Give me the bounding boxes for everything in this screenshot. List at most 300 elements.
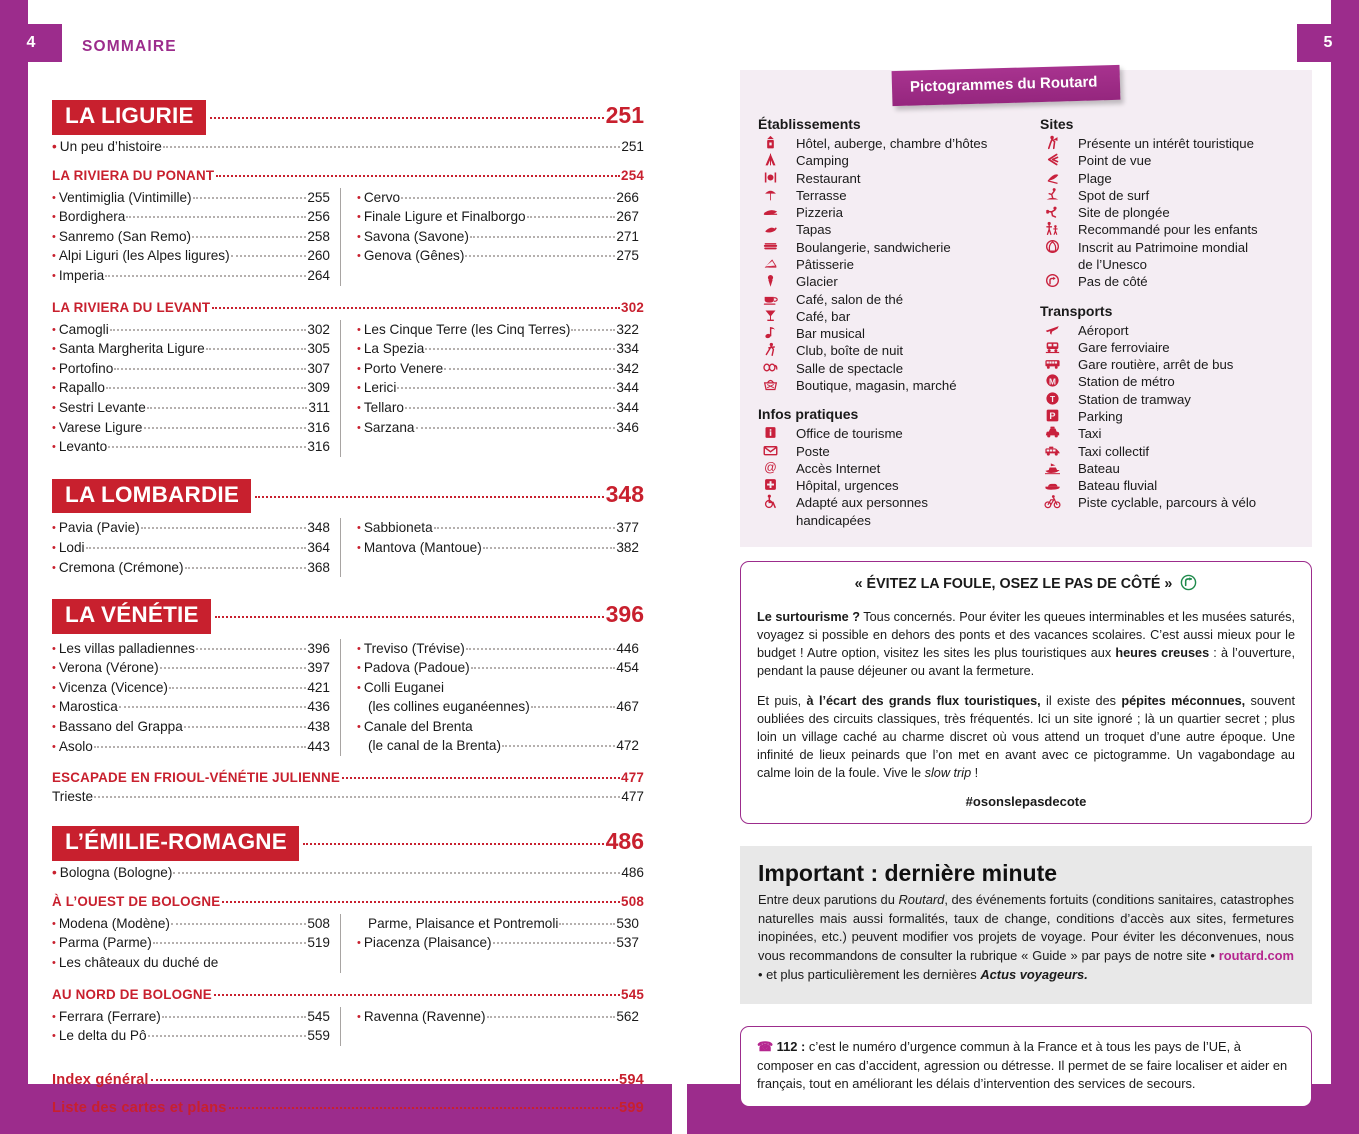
toc-column-right <box>340 1007 639 1046</box>
toc-entry[interactable] <box>357 207 639 227</box>
toc-entry[interactable] <box>357 518 639 538</box>
bullet-icon: • <box>52 269 56 282</box>
pictogram-label-line1: Station de tramway <box>1078 391 1191 407</box>
toc-subheading-label: LA RIVIERA DU LEVANT <box>52 299 211 315</box>
emergency-number-box <box>740 1026 1312 1107</box>
dot-leader <box>397 387 615 389</box>
toc-column-right <box>340 188 639 286</box>
pictogram-row <box>758 325 1026 342</box>
toc-entry[interactable] <box>52 437 330 457</box>
toc-entry[interactable] <box>357 227 639 247</box>
emergency-paragraph <box>757 1038 1297 1094</box>
toc-entry[interactable] <box>357 398 639 418</box>
pictogram-row <box>1040 425 1290 442</box>
dot-leader <box>147 407 308 409</box>
telephone-icon: ☎ <box>757 1039 774 1055</box>
toc-entry[interactable] <box>357 188 639 208</box>
bullet-icon: • <box>357 362 361 375</box>
toc-entry-page: 446 <box>616 640 639 656</box>
dot-leader <box>444 368 615 370</box>
pictogram-label-line1: Tapas <box>796 222 832 238</box>
pictogram-label-line1: Pizzeria <box>796 205 843 221</box>
pictogram-row <box>758 308 1026 325</box>
toc-entry[interactable] <box>357 639 639 659</box>
toc-entry[interactable] <box>52 227 330 247</box>
toc-footer-entry[interactable] <box>52 1072 644 1088</box>
dot-leader <box>110 329 307 331</box>
toc-entry-page: 342 <box>616 360 639 376</box>
pictogram-row <box>758 360 1026 377</box>
pictogram-row <box>1040 239 1290 274</box>
toc-entry[interactable] <box>357 246 639 266</box>
dot-leader <box>214 994 620 996</box>
pictogram-label <box>796 204 843 221</box>
toc-entry[interactable] <box>357 678 639 698</box>
pictogram-row <box>1040 273 1290 290</box>
dot-leader <box>144 427 307 429</box>
svg-text:P: P <box>1049 411 1056 422</box>
train-icon <box>1040 339 1078 354</box>
dot-leader <box>531 706 616 708</box>
toc-section-band[interactable] <box>52 826 644 861</box>
toc-entry[interactable] <box>357 538 639 558</box>
toc-entry[interactable] <box>52 246 330 266</box>
dot-leader <box>173 872 620 874</box>
pictogram-label <box>796 221 831 238</box>
bullet-icon: • <box>357 323 361 336</box>
pictogram-label-line1: Boutique, magasin, marché <box>796 377 957 393</box>
toc-entry[interactable] <box>52 378 330 398</box>
toc-entry[interactable] <box>357 914 639 933</box>
crowd-text-2c: il existe des <box>1040 694 1122 709</box>
hotel-icon <box>758 135 796 150</box>
pictogram-row <box>1040 322 1290 339</box>
dot-leader <box>162 1016 306 1018</box>
toc-entry[interactable] <box>357 658 639 678</box>
pictogram-row <box>1040 443 1290 460</box>
toc-entry[interactable] <box>52 933 330 953</box>
toc-section-title: LA LOMBARDIE <box>52 479 251 514</box>
viewpoint-icon <box>1040 152 1078 167</box>
dot-leader <box>126 216 306 218</box>
toc-entry-label: (les collines euganéennes) <box>368 699 530 715</box>
dot-leader <box>108 446 306 448</box>
pictogram-label-line1: Inscrit au Patrimoine mondial <box>1078 239 1249 255</box>
pictogram-label <box>796 460 880 477</box>
toc-entry-label: Canale del Brenta <box>363 718 473 734</box>
pictogram-row <box>758 256 1026 273</box>
toc-entry-page: 258 <box>307 228 330 244</box>
bullet-icon: • <box>52 561 56 574</box>
crowd-text-1c: : à l’ouverture, pendant la pause déjeuner ou avant la fermeture. <box>757 645 1295 678</box>
toc-entry-label: Un peu d’histoire <box>59 138 162 154</box>
pictogram-label <box>796 256 854 273</box>
toc-entry-page: 530 <box>616 915 639 931</box>
folio-right-page: 5 <box>1297 24 1359 62</box>
toc-entry[interactable] <box>357 717 639 737</box>
dot-leader <box>215 616 604 618</box>
crowd-text-2e: souvent oubliées des circuits classiques, très fréquentés. Ici un site ignoré ; là un quartier secret ; plus loin un village caché au charme discret où vous attend un troquet d’une autre époque. Une infinité de lieux peinards que l’on met en avant avec ce pictogramme. Un vagabondage au calme loin de la foule. Vive le <box>757 694 1295 781</box>
pictogram-label <box>1078 443 1149 460</box>
toc-entry-page: 443 <box>307 738 330 754</box>
toc-entry-label: Ferrara (Ferrare) <box>58 1008 161 1024</box>
toc-section-title: LA VÉNÉTIE <box>52 599 211 634</box>
toc-section-page: 251 <box>605 102 644 128</box>
toc-entry[interactable] <box>52 398 330 418</box>
pictogram-label-line1: Boulangerie, sandwicherie <box>796 239 951 255</box>
toc-footer-page: 599 <box>619 1099 644 1116</box>
toc-entry[interactable] <box>357 378 639 398</box>
routard-website-link[interactable]: routard.com <box>1218 947 1294 963</box>
pictogram-label-line1: Café, bar <box>796 308 851 324</box>
toc-column-right <box>340 320 639 457</box>
pictograms-ribbon-title: Pictogrammes du Routard <box>892 65 1120 106</box>
pictogram-label-line1: Spot de surf <box>1078 187 1150 203</box>
toc-entry-label: Genova (Gênes) <box>363 248 465 264</box>
toc-entry-label: Les villas palladiennes <box>58 640 195 656</box>
toc-column-right <box>340 518 639 577</box>
dancer-icon <box>758 342 796 357</box>
bullet-icon: • <box>52 230 56 243</box>
toc-section-page: 348 <box>605 480 644 507</box>
toc-entry[interactable] <box>52 558 330 578</box>
bullet-icon: • <box>52 211 56 224</box>
crowd-text-1a: Tous concernés. Pour éviter les queues interminables et les musées saturés, voyagez si possible en dehors des ponts et des vacances scolaires. C’est aussi mieux pour le budget ! Autre option, visitez les sites les plus touristiques aux <box>757 609 1296 660</box>
pictogram-label-line1: Hôpital, urgences <box>796 478 899 494</box>
pictogram-label <box>1078 494 1256 511</box>
pictogram-label <box>796 152 849 169</box>
toc-column-left <box>52 1007 330 1046</box>
toc-footer-label: Liste des cartes et plans <box>52 1099 227 1116</box>
toc-entry-label: Lerici <box>363 380 397 396</box>
dot-leader <box>169 687 306 689</box>
pictogram-row <box>758 460 1026 477</box>
bullet-icon: • <box>52 864 57 880</box>
avoid-crowds-paragraph-2 <box>757 692 1295 782</box>
bullet-icon: • <box>52 541 56 554</box>
pictogram-label <box>796 170 861 187</box>
shopping-basket-icon <box>758 377 796 392</box>
pictograms-column-left <box>758 116 1026 529</box>
toc-column-left <box>52 914 330 973</box>
pas-de-cote-icon <box>1180 574 1197 595</box>
bullet-icon: • <box>52 343 56 356</box>
toc-entry-label: Imperia <box>58 267 105 283</box>
dot-leader <box>571 329 615 331</box>
unesco-icon <box>1040 239 1078 254</box>
bullet-icon: • <box>52 917 56 930</box>
toc-entry[interactable] <box>357 320 639 340</box>
pictogram-label-line1: Salle de spectacle <box>796 360 904 376</box>
bullet-icon: • <box>52 401 56 414</box>
toc-entry[interactable] <box>52 266 330 286</box>
pictogram-label <box>796 308 850 325</box>
bullet-icon: • <box>357 191 361 204</box>
toc-entry[interactable] <box>52 339 330 359</box>
dot-leader <box>206 348 307 350</box>
toc-entry[interactable] <box>52 953 330 973</box>
toc-entry-page: 311 <box>308 399 330 415</box>
toc-entry-label: Vicenza (Vicence) <box>58 679 168 695</box>
toc-entry[interactable] <box>52 418 330 438</box>
bullet-icon: • <box>52 701 56 714</box>
toc-entry[interactable] <box>52 538 330 558</box>
toc-entry-page: 316 <box>307 419 330 435</box>
pizza-slice-icon <box>758 204 796 219</box>
pictogram-row <box>758 494 1026 529</box>
beach-parasol-icon <box>1040 170 1078 185</box>
toc-subheading[interactable] <box>52 987 644 1002</box>
toc-entry-page: 307 <box>307 360 330 376</box>
toc-entry-page: 486 <box>621 864 644 880</box>
toc-entry-label: Asolo <box>58 738 93 754</box>
dot-leader <box>222 901 620 903</box>
toc-entry[interactable] <box>52 207 330 227</box>
pictogram-label-line2: handicapées <box>796 512 871 528</box>
crowd-bold-1b: heures creuses <box>1115 645 1210 660</box>
toc-entry-label: Sabbioneta <box>363 520 433 536</box>
toc-entry-label: Bordighera <box>58 209 126 225</box>
dot-leader <box>148 1035 307 1037</box>
pictogram-row <box>1040 135 1290 152</box>
toc-entry[interactable] <box>357 359 639 379</box>
toc-single-entry[interactable] <box>52 139 644 154</box>
dot-leader <box>160 667 307 669</box>
pictogram-row <box>758 342 1026 359</box>
dot-leader <box>466 648 616 650</box>
toc-entry[interactable] <box>52 678 330 698</box>
pictogram-label-line1: Plage <box>1078 170 1112 186</box>
toc-subheading[interactable] <box>52 168 644 183</box>
toc-entry[interactable] <box>52 359 330 379</box>
toc-entry-page: 368 <box>307 559 330 575</box>
pictogram-label-line1: Accès Internet <box>796 460 881 476</box>
toc-entry-label: Les châteaux du duché de <box>58 955 219 971</box>
bullet-icon: • <box>52 1030 56 1043</box>
pictogram-row <box>1040 339 1290 356</box>
toc-section-page: 486 <box>605 828 644 855</box>
pictogram-label-line1: Piste cyclable, parcours à vélo <box>1078 495 1257 511</box>
dot-leader <box>153 942 307 944</box>
pictogram-group-heading: Établissements <box>758 116 861 132</box>
pictogram-label-line2: de l’Unesco <box>1078 256 1147 272</box>
surfer-icon <box>1040 187 1078 202</box>
pictogram-label <box>1078 460 1120 477</box>
dot-leader <box>94 746 306 748</box>
taxi-car-icon <box>1040 425 1078 440</box>
pictogram-label <box>796 239 951 256</box>
toc-entry-page: 256 <box>307 209 330 225</box>
toc-entry-page: 344 <box>616 399 639 415</box>
toc-entry[interactable] <box>52 639 330 659</box>
pictogram-label <box>1078 391 1191 408</box>
toc-entry-label: Parme, Plaisance et Pontremoli <box>368 915 559 931</box>
dot-leader <box>216 175 620 177</box>
toc-entry-label: Sanremo (San Remo) <box>58 228 192 244</box>
toc-section-band[interactable] <box>52 479 644 514</box>
toc-entry[interactable] <box>52 697 330 717</box>
toc-subheading[interactable] <box>52 894 644 909</box>
pictogram-label <box>1078 408 1123 425</box>
pictogram-label <box>1078 339 1170 356</box>
toc-subheading[interactable] <box>52 300 644 315</box>
pictogram-label-line1: Office de tourisme <box>796 426 903 442</box>
toc-entry-label: Modena (Modène) <box>58 915 170 931</box>
toc-entry-page: 545 <box>307 1008 330 1024</box>
dot-leader <box>425 348 615 350</box>
toc-entry-label: Le delta du Pô <box>58 1028 147 1044</box>
toc-entry-label: Levanto <box>58 439 108 455</box>
toc-entry-label: Cervo <box>363 189 401 205</box>
toc-single-entry[interactable] <box>52 865 644 880</box>
pictogram-label <box>796 377 957 394</box>
toc-entry[interactable] <box>52 737 330 757</box>
toc-entry[interactable] <box>357 736 639 755</box>
toc-entry[interactable] <box>52 518 330 538</box>
toc-entry[interactable] <box>357 933 639 953</box>
crowd-italic-2f: slow trip <box>924 766 972 781</box>
pictogram-label <box>796 325 865 342</box>
toc-column-left <box>52 320 330 457</box>
bullet-icon: • <box>52 740 56 753</box>
dot-leader <box>119 706 307 708</box>
pictogram-label <box>796 187 847 204</box>
toc-entry-label: Rapallo <box>58 380 105 396</box>
toc-entry[interactable] <box>52 1026 330 1046</box>
pictogram-group-heading: Sites <box>1040 116 1074 132</box>
folio-left-page: 4 <box>0 24 62 62</box>
bullet-icon: • <box>52 421 56 434</box>
dot-leader <box>151 1079 618 1081</box>
bullet-icon: • <box>357 1010 361 1023</box>
toc-entry-page: 255 <box>307 189 330 205</box>
pictogram-label-line1: Poste <box>796 443 830 459</box>
toc-entry[interactable] <box>357 697 639 716</box>
bullet-icon: • <box>52 681 56 694</box>
avoid-crowds-paragraph-1 <box>757 608 1295 680</box>
pictogram-row <box>758 425 1026 442</box>
bullet-icon: • <box>52 957 56 970</box>
dot-leader <box>86 547 307 549</box>
bullet-icon: • <box>357 343 361 356</box>
toc-subheading-page: 477 <box>621 770 644 786</box>
pictogram-label-line1: Pas de côté <box>1078 274 1148 290</box>
toc-entry-page: 562 <box>616 1008 639 1024</box>
toc-section-band[interactable] <box>52 100 644 135</box>
dot-leader <box>231 255 307 257</box>
pictogram-row <box>1040 204 1290 221</box>
shared-taxi-van-icon <box>1040 443 1078 458</box>
toc-section-band[interactable] <box>52 599 644 634</box>
dot-leader <box>255 496 604 498</box>
dot-leader <box>105 275 306 277</box>
cocktail-glass-icon <box>758 308 796 323</box>
dot-leader <box>405 407 615 409</box>
avoid-crowds-box <box>740 561 1312 824</box>
toc-entry[interactable] <box>357 339 639 359</box>
pictogram-row <box>1040 187 1290 204</box>
toc-entry-page: 267 <box>616 209 639 225</box>
pictogram-label <box>796 443 830 460</box>
toc-entry-label: Tellaro <box>363 399 404 415</box>
pictogram-label-line1: Taxi <box>1078 426 1102 442</box>
toc-footer-entry[interactable] <box>52 1100 644 1116</box>
pictogram-row <box>758 152 1026 169</box>
toc-entry[interactable] <box>52 1007 330 1027</box>
bullet-icon: • <box>357 541 361 554</box>
diver-icon <box>1040 204 1078 219</box>
toc-entry-label: Pavia (Pavie) <box>58 520 140 536</box>
toc-subheading[interactable] <box>52 770 644 785</box>
toc-entry-page: 537 <box>616 935 639 951</box>
pictogram-label <box>796 425 903 442</box>
crowd-text-2g: ! <box>971 766 979 781</box>
toc-entry-label: Lodi <box>58 539 85 555</box>
toc-entry[interactable] <box>52 320 330 340</box>
pictogram-label <box>1078 152 1151 169</box>
important-last-minute-box <box>740 846 1312 1004</box>
dot-leader <box>171 923 306 925</box>
dot-leader <box>342 777 620 779</box>
dot-leader <box>106 387 306 389</box>
toc-subheading-page: 545 <box>621 986 644 1002</box>
pictogram-row <box>1040 391 1290 408</box>
toc-entry-label: Savona (Savone) <box>363 228 469 244</box>
toc-entry[interactable] <box>52 717 330 737</box>
bus-icon <box>1040 356 1078 371</box>
toc-two-columns <box>52 639 644 757</box>
pictogram-label <box>1078 239 1248 274</box>
toc-entry[interactable] <box>357 418 639 438</box>
bullet-icon: • <box>357 522 361 535</box>
toc-entry[interactable] <box>357 1007 639 1027</box>
dot-leader <box>141 527 307 529</box>
toc-entry-page: 316 <box>307 439 330 455</box>
toc-entry-label: Porto Venere <box>363 360 444 376</box>
important-italic-routard: Routard <box>898 892 945 908</box>
teacup-icon <box>758 291 796 306</box>
pictogram-row <box>758 291 1026 308</box>
toc-column-left <box>52 518 330 577</box>
table-of-contents <box>52 78 644 1118</box>
toc-two-columns <box>52 188 644 286</box>
bullet-icon: • <box>357 642 361 655</box>
pictogram-row <box>1040 408 1290 425</box>
toc-entry[interactable] <box>52 188 330 208</box>
bullet-icon: • <box>52 642 56 655</box>
toc-two-columns <box>52 320 644 457</box>
pictogram-row <box>758 443 1026 460</box>
pictogram-row <box>758 170 1026 187</box>
dot-leader <box>493 942 616 944</box>
restaurant-cutlery-icon <box>758 170 796 185</box>
toc-entry-page: 271 <box>616 228 639 244</box>
toc-full-row[interactable] <box>52 789 644 804</box>
pictogram-label-line1: Camping <box>796 153 849 169</box>
dot-leader <box>470 236 615 238</box>
toc-entry[interactable] <box>52 658 330 678</box>
toc-entry-label: Parma (Parme) <box>58 935 152 951</box>
crowd-lead-1: Le surtourisme ? <box>757 609 860 624</box>
metro-m-icon <box>1040 373 1078 388</box>
dot-leader <box>185 567 307 569</box>
toc-entry[interactable] <box>52 914 330 934</box>
toc-section-title: L’ÉMILIE-ROMAGNE <box>52 826 299 861</box>
dot-leader <box>416 427 616 429</box>
pictogram-label <box>796 494 928 529</box>
svg-text:@: @ <box>764 460 777 475</box>
toc-section-page: 396 <box>605 601 644 628</box>
